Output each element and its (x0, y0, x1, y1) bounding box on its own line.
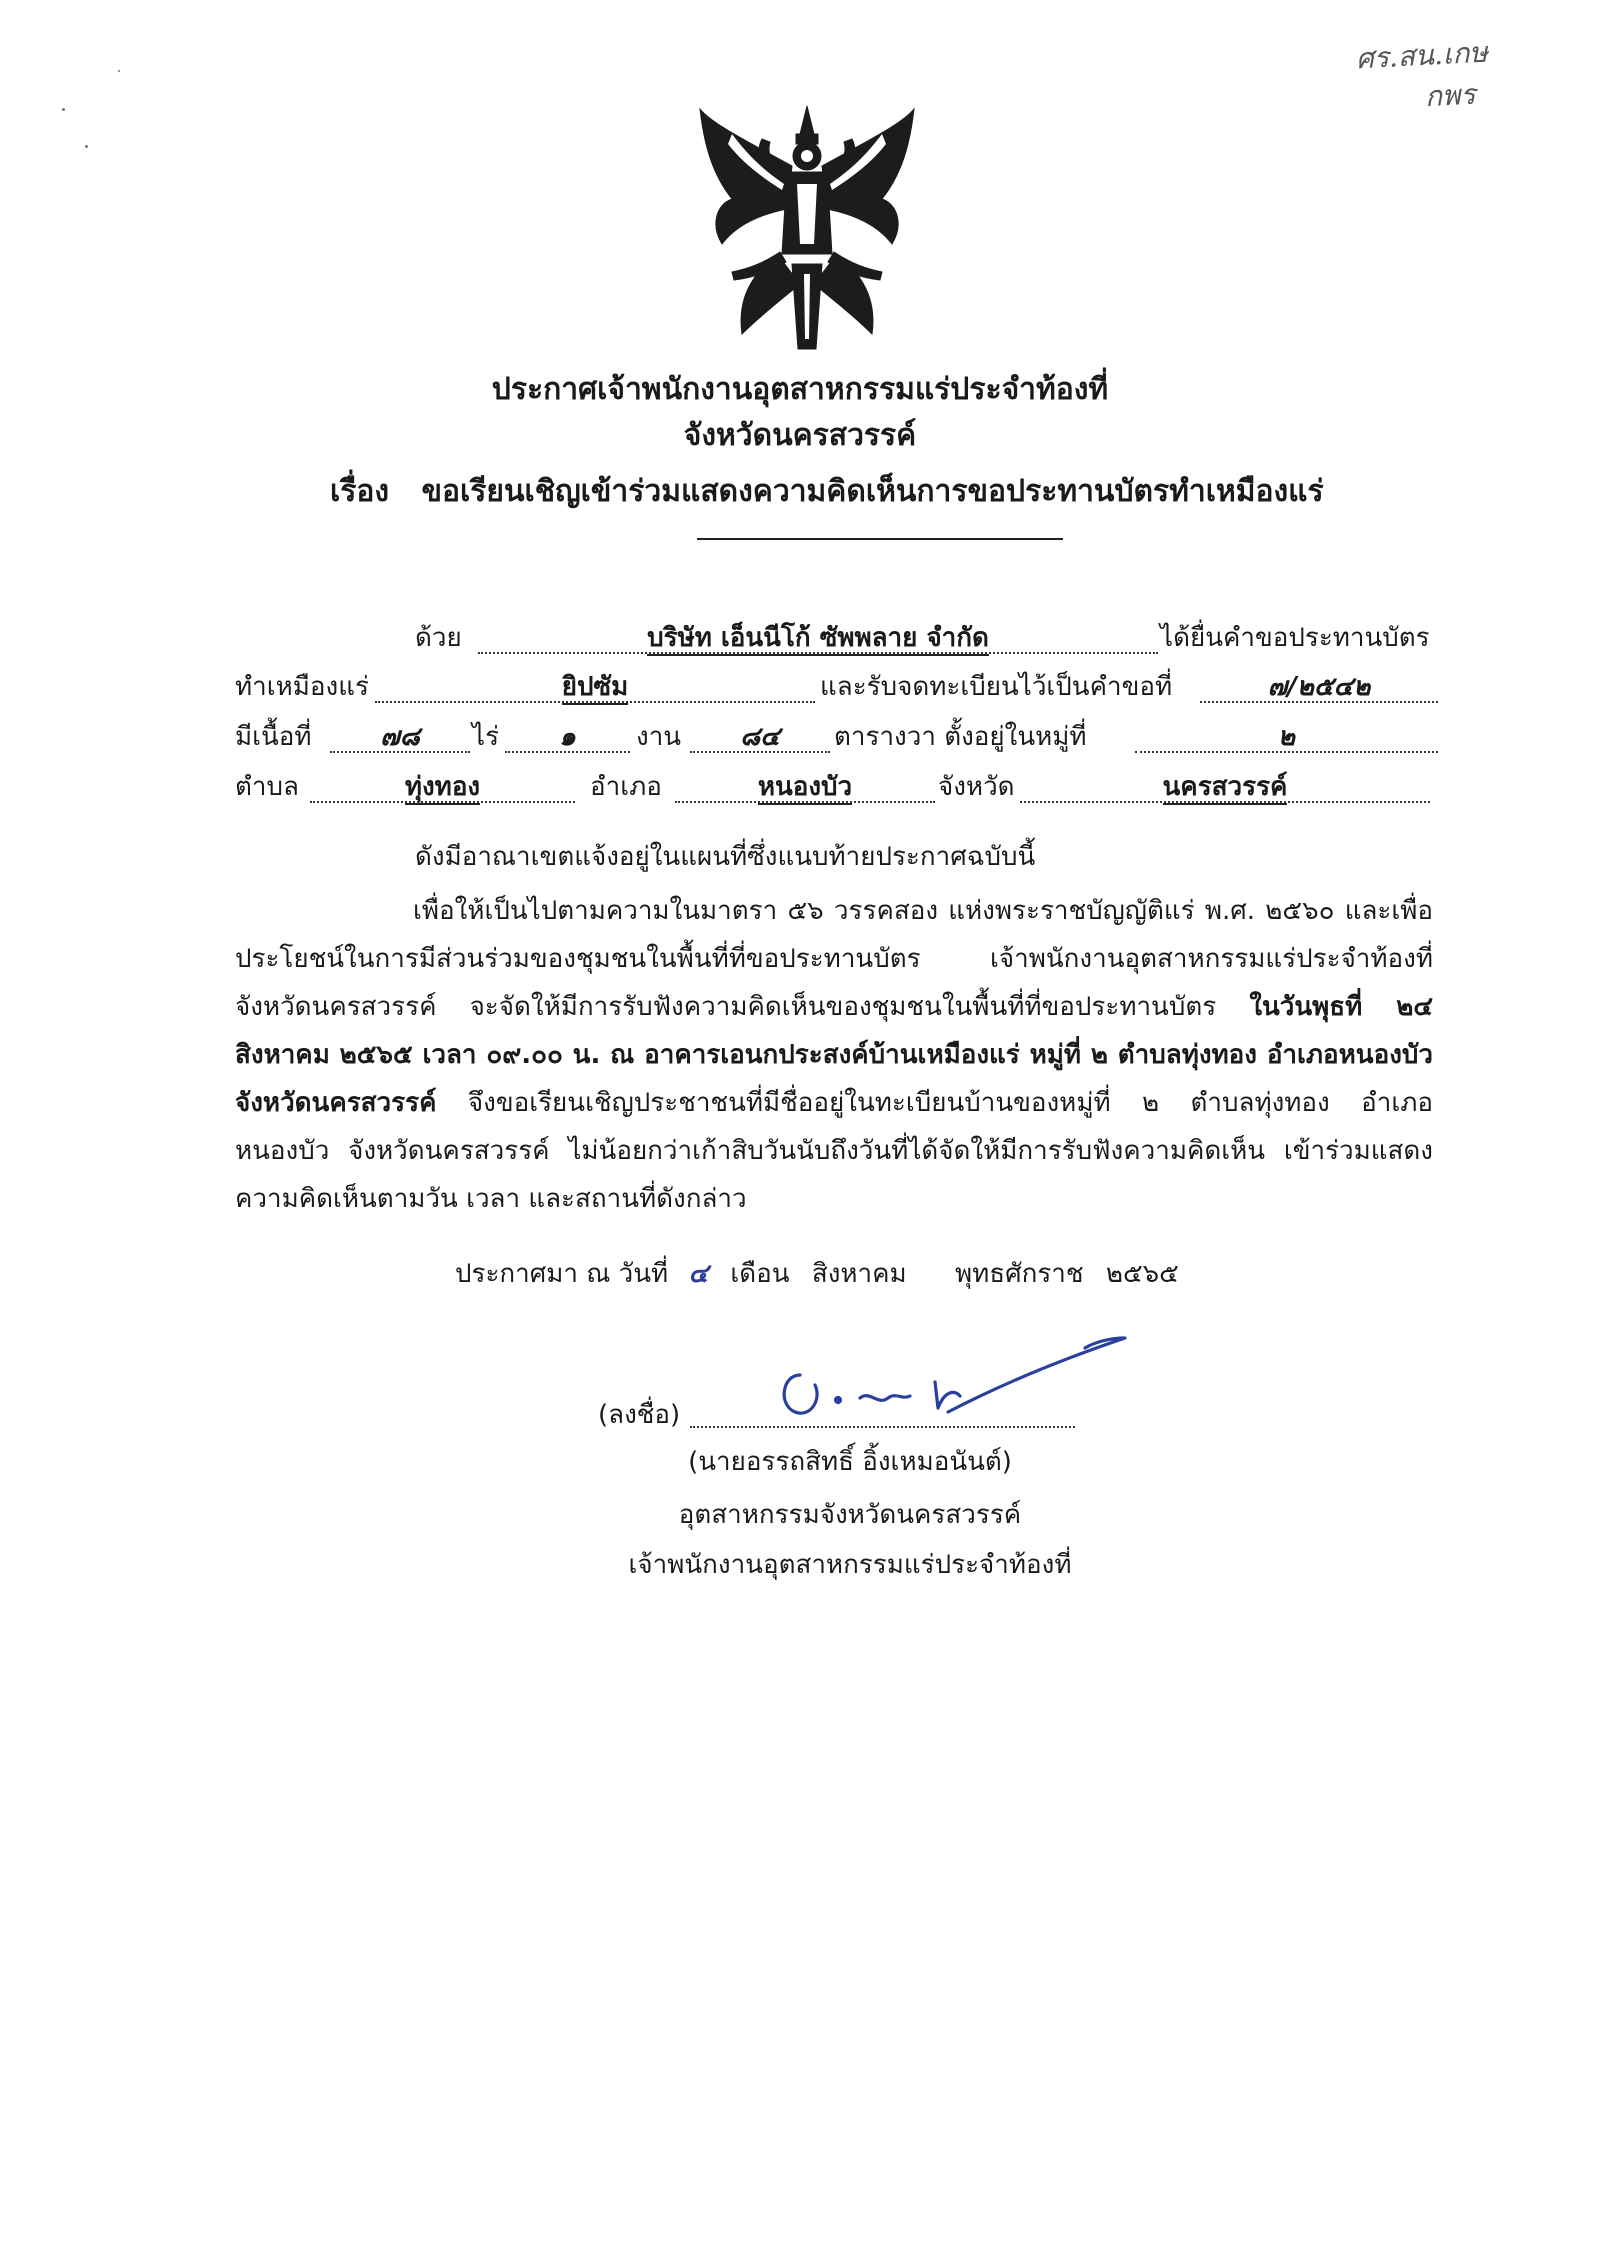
invitation-text-b: จึงขอเรียนเชิญประชาชนที่มีชื่ออยู่ในทะเบียนบ้านของหมู่ที่ ๒ ตำบลทุ่งทอง อำเภอหนองบัว จังหวัดนครสวรรค์ ไม่น้อยกว่าเก้าสิบวันนับถึงวันที่ได้จัดให้มีการรับฟังความคิดเห็น เข้าร่วมแสดงความคิดเห็นตามวัน เวลา และสถานที่ดังกล่าว (235, 1088, 1433, 1214)
sq-wa-label: ตารางวา ตั้งอยู่ในหมู่ที่ (834, 722, 1087, 752)
ngan-field (505, 717, 630, 753)
rai-value: ๗๘ (380, 722, 420, 752)
handwritten-note-line2: กพร (1424, 77, 1477, 114)
signer-position-2: เจ้าพนักงานอุตสาหกรรมแร่ประจำท้องที่ (628, 1550, 1072, 1580)
scan-speck (85, 145, 88, 148)
subject-text: ขอเรียนเชิญเข้าร่วมแสดงความคิดเห็นการขอประทานบัตรทำเหมืองแร่ (421, 474, 1324, 509)
amphoe-value: หนองบัว (758, 771, 852, 805)
date-day: ๔ (688, 1259, 709, 1289)
amphoe-label: อำเภอ (590, 772, 662, 802)
area-label: มีเนื้อที่ (235, 722, 312, 752)
submitted-label: ได้ยื่นคำขอประทานบัตร (1160, 623, 1430, 653)
invitation-paragraph (235, 887, 1433, 1223)
invitation-text-a: เพื่อให้เป็นไปตามความในมาตรา ๕๖ วรรคสอง แห่งพระราชบัญญัติแร่ พ.ศ. ๒๕๖๐ และเพื่อประโยชน์ในการมีส่วนร่วมของชุมชนในพื้นที่ที่ขอประทานบัตร เจ้าพนักงานอุตสาหกรรมแร่ประจำท้องที่จังหวัดนครสวรรค์ จะจัดให้มีการรับฟังความคิดเห็นของชุมชนในพื้นที่ที่ขอประทานบัตร (235, 896, 1433, 1022)
signer-name: (นายอรรถสิทธิ์ อิ้งเหมอนันต์) (688, 1447, 1012, 1477)
request-no-field (1200, 667, 1438, 703)
province-label: จังหวัด (938, 772, 1015, 802)
month-label: เดือน (730, 1259, 790, 1289)
mining-label: ทำเหมืองแร่ (235, 672, 369, 702)
moo-field (1135, 717, 1438, 753)
month-value: สิงหาคม (811, 1259, 907, 1289)
province-value: นครสวรรค์ (1163, 771, 1288, 805)
garuda-emblem-icon (692, 104, 922, 354)
request-no-value: ๗/๒๕๔๒ (1267, 672, 1371, 702)
signature-label: (ลงชื่อ) (598, 1400, 681, 1430)
rai-field (330, 717, 470, 753)
tambon-label: ตำบล (235, 772, 299, 802)
tambon-field (310, 767, 575, 803)
moo-value: ๒ (1277, 722, 1296, 752)
handwritten-note-line1: ศร.สน.เกษ (1355, 35, 1489, 76)
year-label: พุทธศักราช (954, 1259, 1084, 1289)
handwritten-signature (760, 1320, 1140, 1430)
announcement-title: ประกาศเจ้าพนักงานอุตสาหกรรมแร่ประจำท้องที่ (491, 372, 1109, 407)
province-title: จังหวัดนครสวรรค์ (683, 418, 917, 453)
signer-position-1: อุตสาหกรรมจังหวัดนครสวรรค์ (678, 1500, 1022, 1530)
company-value: บริษัท เอ็นนีโก้ ซัพพลาย จำกัด (647, 622, 989, 656)
subject-line (330, 470, 1430, 514)
company-field (478, 618, 1158, 654)
ngan-value: ๑ (559, 722, 576, 752)
province-field (1020, 767, 1430, 803)
scan-speck (62, 108, 65, 111)
year-value: ๒๕๖๕ (1105, 1259, 1179, 1289)
date-prefix: ประกาศมา ณ วันที่ (455, 1259, 669, 1289)
mineral-value: ยิปซัม (562, 671, 629, 705)
sq-wa-value: ๘๔ (740, 722, 780, 752)
tambon-value: ทุ่งทอง (405, 771, 480, 805)
announcement-date (455, 1254, 1193, 1294)
subject-label: เรื่อง (330, 474, 390, 509)
by-label: ด้วย (415, 623, 462, 653)
hearing-date-location: ในวันพุธที่ ๒๔ สิงหาคม ๒๕๖๕ เวลา ๐๙.๐๐ น. ณ อาคารเอนกประสงค์บ้านเหมืองแร่ หมู่ที่ ๒ ตำบลทุ่งทอง อำเภอหนองบัว จังหวัดนครสวรรค์ (235, 992, 1434, 1118)
title-divider (697, 538, 1063, 540)
sq-wa-field (690, 717, 830, 753)
map-note-paragraph: ดังมีอาณาเขตแจ้งอยู่ในแผนที่ซึ่งแนบท้ายประกาศฉบับนี้ (415, 842, 1036, 872)
ngan-label: งาน (636, 722, 682, 752)
rai-label: ไร่ (472, 722, 500, 752)
scan-speck (118, 70, 120, 72)
amphoe-field (675, 767, 935, 803)
mineral-field (375, 667, 815, 703)
registered-label: และรับจดทะเบียนไว้เป็นคำขอที่ (820, 672, 1173, 702)
